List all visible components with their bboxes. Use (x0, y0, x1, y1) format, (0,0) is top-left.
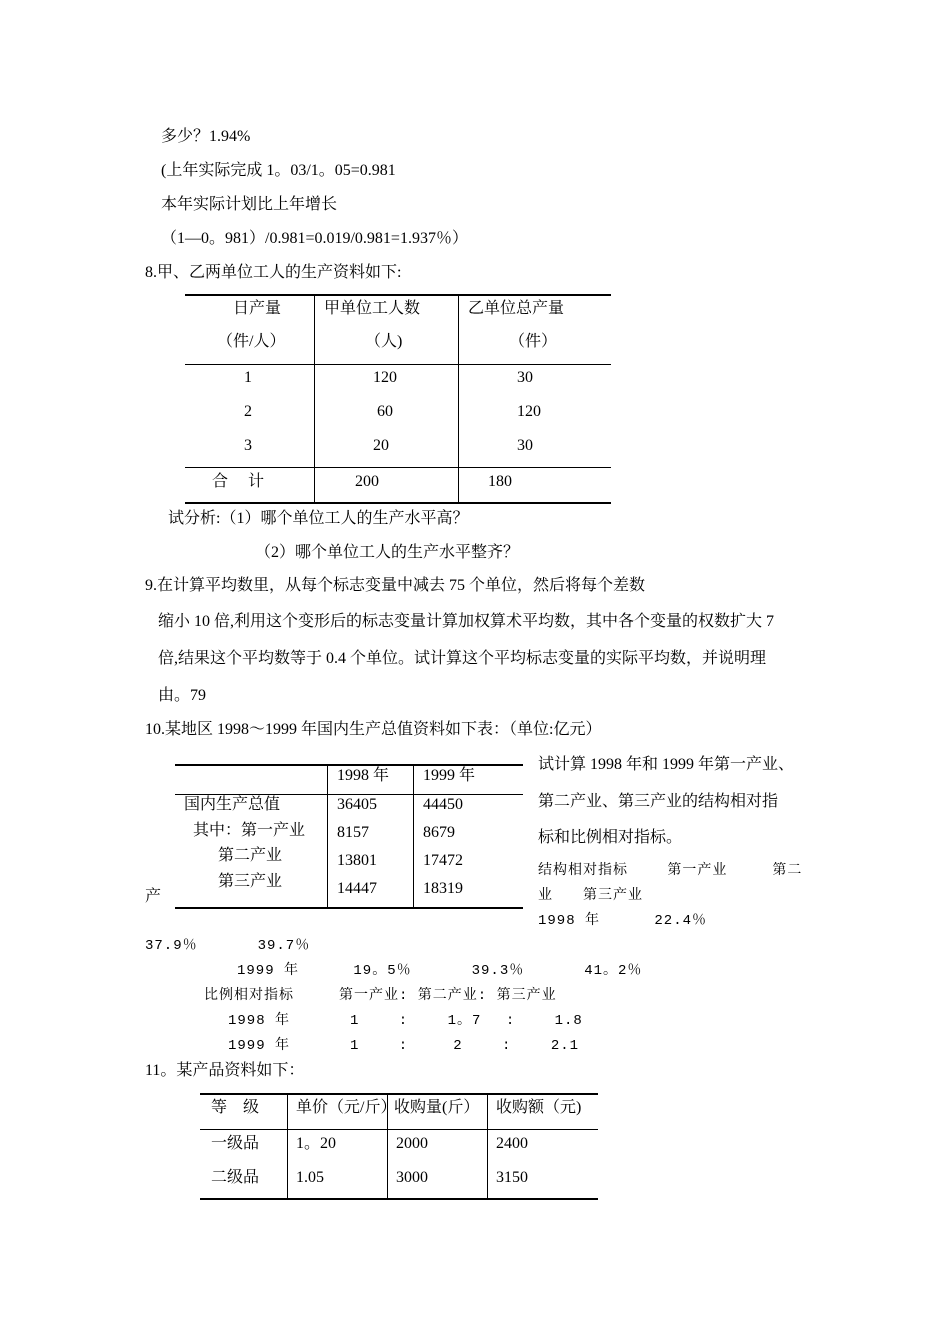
q11-row2-price: 1.05 (296, 1169, 324, 1186)
q7-line-3: 本年实际计划比上年增长 (161, 196, 338, 213)
q11-title: 11。某产品资料如下： (145, 1062, 305, 1079)
q11-row1-amount: 2400 (496, 1135, 528, 1152)
q10-structure-1999: 1999 年 19。5％ 39.3％ 41。2％ (237, 963, 643, 979)
q8-analysis-1: 试分析:（1）哪个单位工人的生产水平高？ (168, 510, 469, 527)
q10-row2-1998: 8157 (337, 824, 369, 841)
q10-question-1: 试计算 1998 年和 1999 年第一产业、 (538, 756, 795, 773)
q8-row2-col1: 2 (244, 403, 252, 420)
q10-structure-header-2: 业 第三产业 (538, 888, 643, 904)
q11-row1-grade: 一级品 (211, 1135, 260, 1152)
q11-header-amount: 收购额（元) (496, 1099, 582, 1116)
q10-row2-label: 其中：第一产业 (193, 822, 306, 839)
q10-title: 10.某地区 1998～1999 年国内生产总值资料如下表：（单位:亿元） (145, 721, 602, 738)
q8-total-label: 合 计 (212, 473, 265, 490)
q8-header-col2-l2: （人) (365, 333, 403, 350)
q10-structure-header: 结构相对指标 第一产业 第二 (538, 863, 803, 879)
q9-line-4: 由。79 (158, 687, 207, 704)
q8-row2-col2: 60 (377, 403, 393, 420)
q7-line-4: （1—0。981）/0.981=0.019/0.981=1.937％） (161, 230, 468, 247)
q10-row1-1998: 36405 (337, 796, 377, 813)
q9-line-1: 9.在计算平均数里，从每个标志变量中减去 75 个单位，然后将每个差数 (145, 577, 646, 594)
q10-row3-1998: 13801 (337, 852, 377, 869)
q11-header-quantity: 收购量(斤） (394, 1099, 480, 1116)
q8-header-col3-l1: 乙单位总产量 (468, 300, 565, 317)
q11-row1-price: 1。20 (296, 1135, 337, 1152)
q10-stray-char: 产 (145, 888, 162, 905)
q8-header-col1-l2: （件/人） (217, 333, 286, 350)
q10-row4-1999: 18319 (423, 880, 463, 897)
q10-structure-1998-a: 1998 年 22.4％ (538, 913, 708, 929)
q7-line-2: (上年实际完成 1。03/1。05=0.981 (161, 162, 396, 179)
q8-header-col1-l1: 日产量 (233, 300, 282, 317)
q10-row4-label: 第三产业 (218, 873, 283, 890)
q10-row3-label: 第二产业 (218, 847, 283, 864)
q7-line-1: 多少？1.94% (161, 128, 251, 145)
q10-structure-1998-b: 37.9％ 39.7％ (145, 938, 311, 954)
q10-row3-1999: 17472 (423, 852, 463, 869)
q11-row2-grade: 二级品 (211, 1169, 260, 1186)
q10-ratio-1999: 1999 年 1 : 2 : 2.1 (228, 1038, 580, 1054)
q8-row3-col2: 20 (373, 437, 389, 454)
q8-row3-col3: 30 (517, 437, 533, 454)
q8-header-col3-l2: （件） (509, 333, 558, 350)
q10-row1-1999: 44450 (423, 796, 463, 813)
q8-row1-col3: 30 (517, 369, 533, 386)
q8-total-col2: 200 (355, 473, 379, 490)
q8-row2-col3: 120 (517, 403, 541, 420)
q10-header-1998: 1998 年 (337, 767, 390, 784)
q10-question-3: 标和比例相对指标。 (538, 829, 683, 846)
q11-header-price: 单价（元/斤） (296, 1099, 397, 1116)
q9-line-3: 倍,结果这个平均数等于 0.4 个单位。试计算这个平均标志变量的实际平均数，并说明理 (158, 650, 767, 667)
q11-row2-quantity: 3000 (396, 1169, 428, 1186)
q10-row4-1998: 14447 (337, 880, 377, 897)
q11-header-grade: 等 级 (211, 1099, 260, 1116)
q10-row2-1999: 8679 (423, 824, 455, 841)
q10-question-2: 第二产业、第三产业的结构相对指 (538, 793, 779, 810)
q11-row2-amount: 3150 (496, 1169, 528, 1186)
q8-total-col3: 180 (488, 473, 512, 490)
q10-ratio-header: 比例相对指标 第一产业: 第二产业: 第三产业 (204, 988, 557, 1004)
q10-ratio-1998: 1998 年 1 : 1。7 : 1.8 (228, 1013, 583, 1029)
q8-analysis-2: （2）哪个单位工人的生产水平整齐？ (255, 544, 520, 561)
q8-row1-col2: 120 (373, 369, 397, 386)
q10-header-1999: 1999 年 (423, 767, 476, 784)
q8-row3-col1: 3 (244, 437, 252, 454)
q8-header-col2-l1: 甲单位工人数 (324, 300, 421, 317)
q9-line-2: 缩小 10 倍,利用这个变形后的标志变量计算加权算术平均数，其中各个变量的权数扩大 7 (158, 613, 775, 630)
q8-row1-col1: 1 (244, 369, 252, 386)
q8-title: 8.甲、乙两单位工人的生产资料如下: (145, 264, 402, 281)
q10-row1-label: 国内生产总值 (184, 796, 281, 813)
q11-row1-quantity: 2000 (396, 1135, 428, 1152)
